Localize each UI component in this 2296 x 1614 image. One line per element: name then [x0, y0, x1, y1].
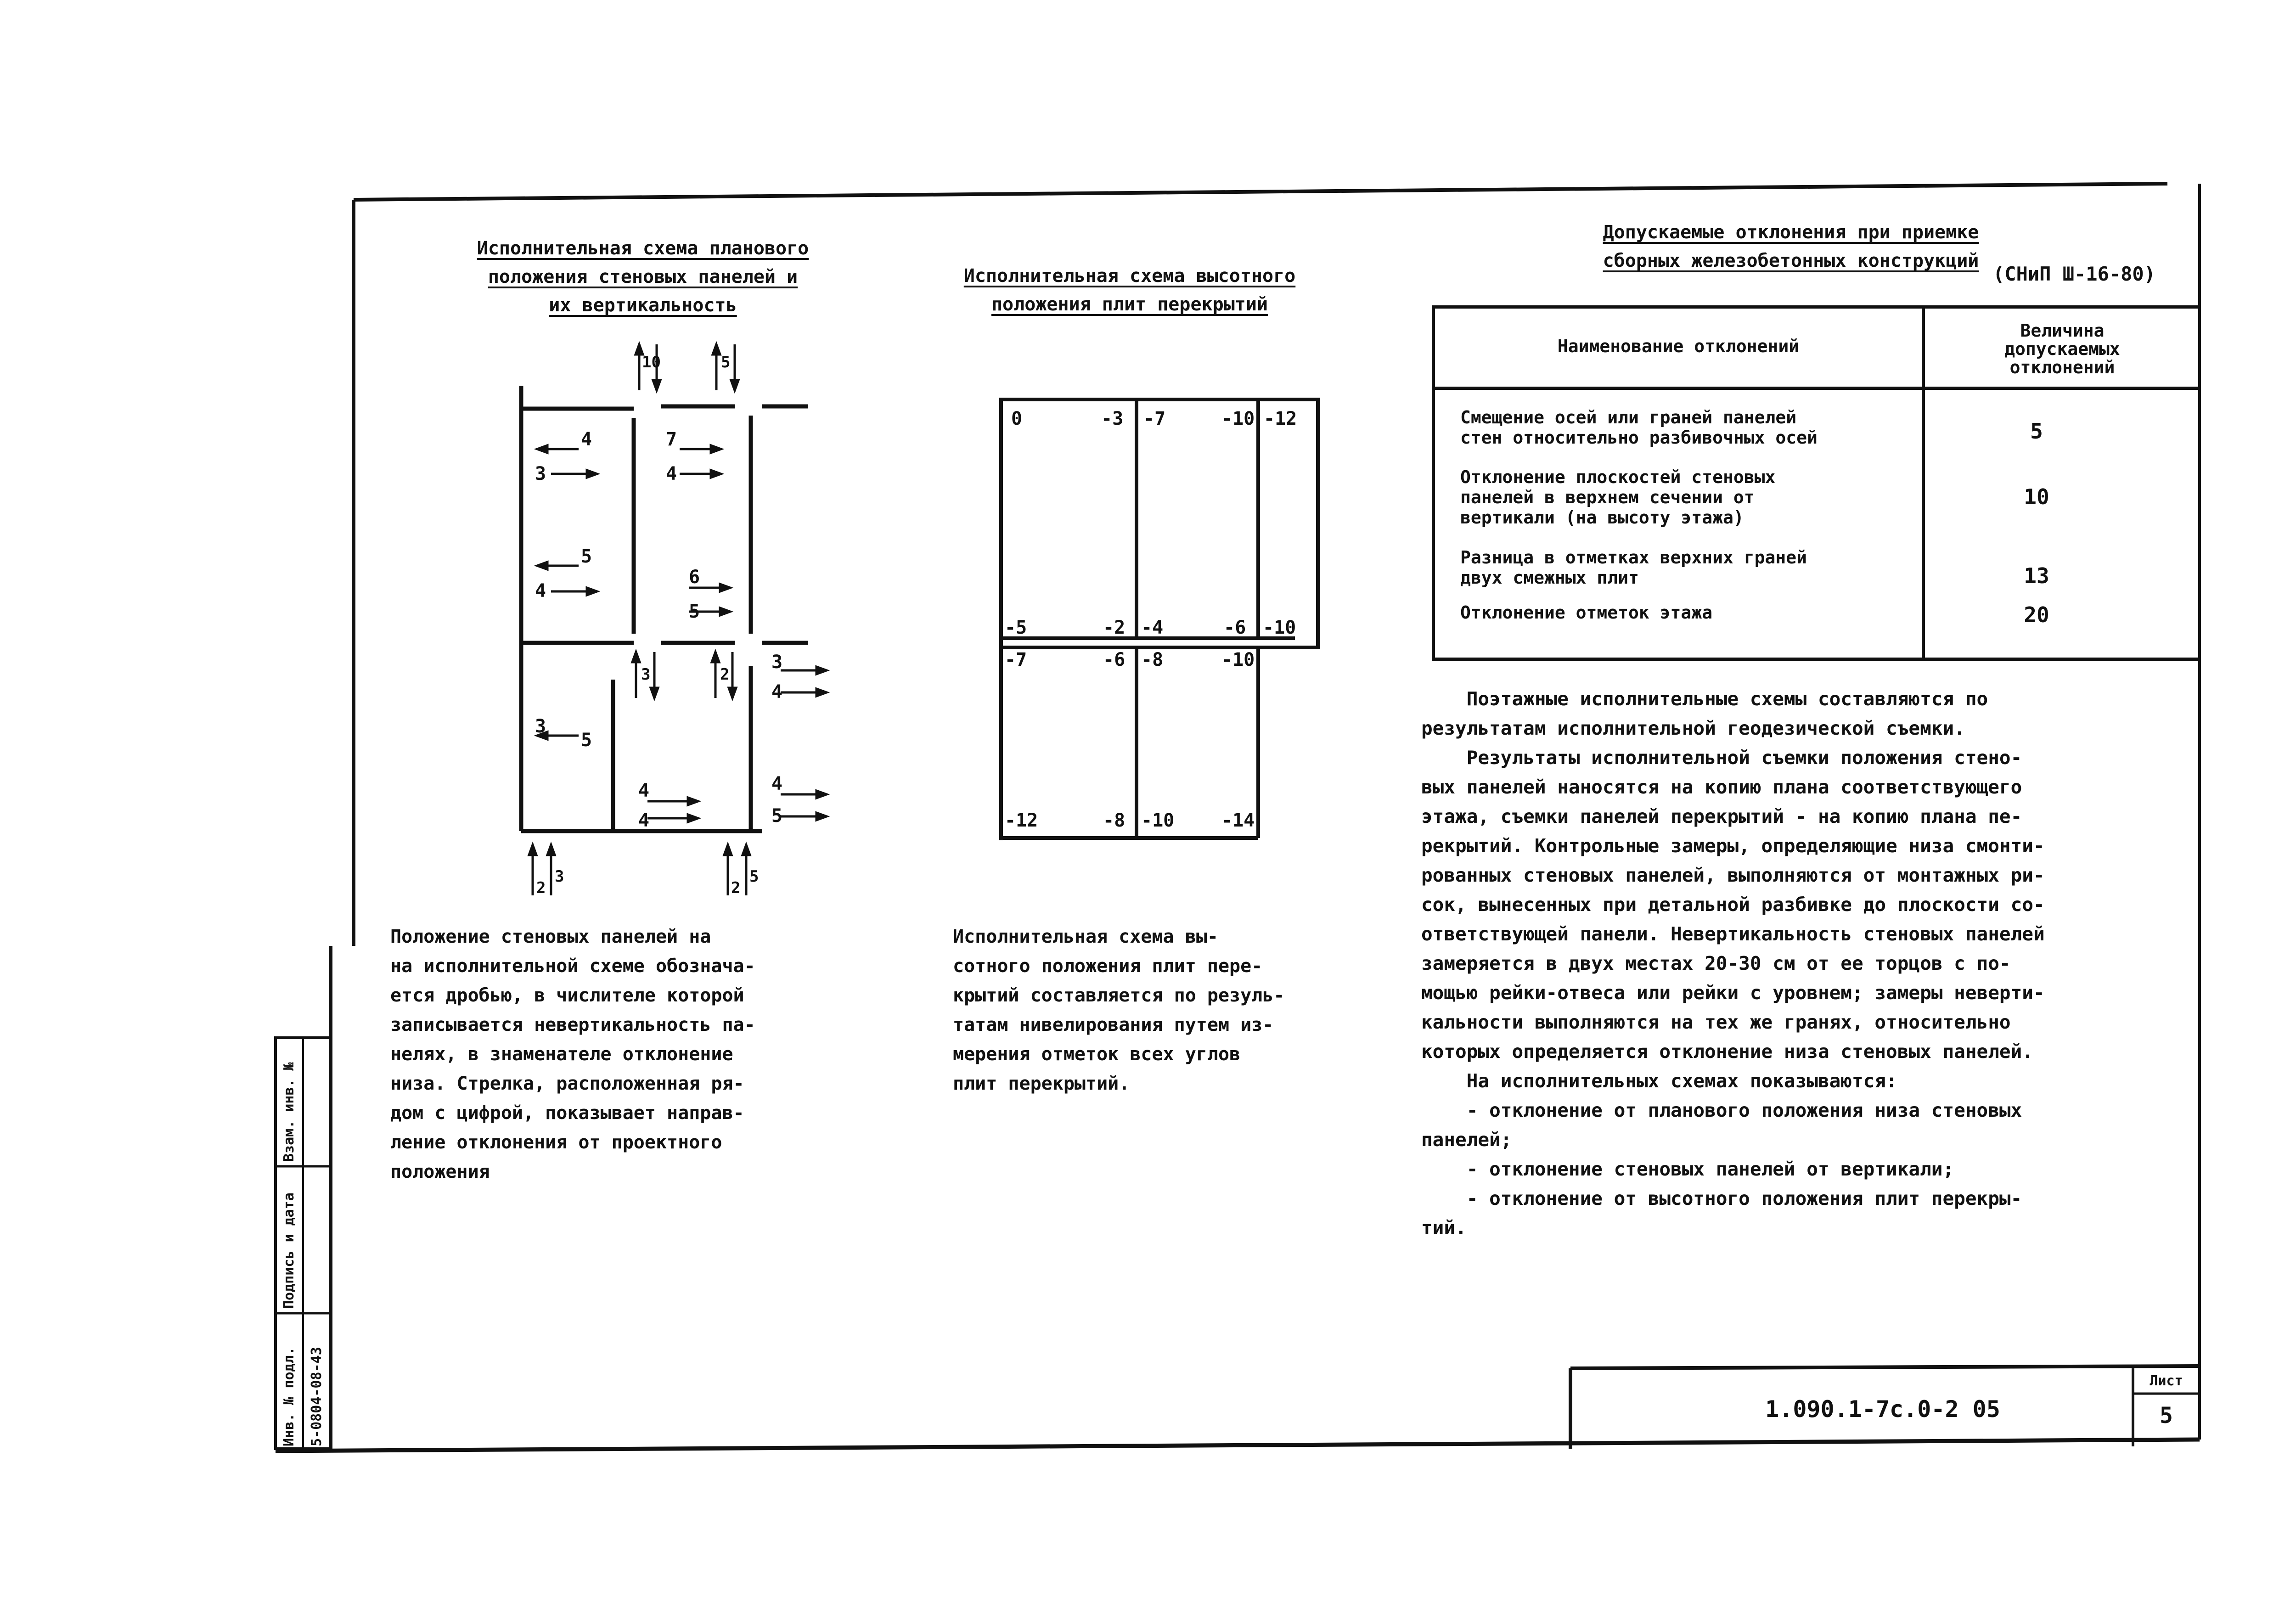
body-text: Поэтажные исполнительные схемы составляются по результатам исполнительной геодезической съемки. Результаты исполнительной съемки положения стено- вых панелей наносятся на копию плана соответствующего этажа, съемки панелей перекрытий - на копию плана пе- рекрытий. Контрольные замеры, определяющие низа смонти- рованных стеновых панелей, выполняются от монтажных ри- сок, вынесенных при детальной разбивке до плоскости со- ответствующей панели. Невертикальность стеновых панелей замеряется в двух местах 20-30 см от ее торцов с по- мощью рейки-отвеса или рейки с уровнем; замеры неверти- кальности выполняются на тех же гранях, относительно которых определяется отклонение низа стеновых панелей. На исполнительных схемах показываются: - отклонение от планового положения низа стеновых панелей; - отклонение стеновых панелей от вертикали; - отклонение от высотного положения плит перекры- тий. — [1421, 688, 2045, 1239]
table-row-value: 20 — [2024, 602, 2049, 627]
plan-label: 2 — [536, 879, 546, 897]
plan-label: 6 — [689, 567, 700, 588]
plan-label: 3 — [641, 665, 651, 684]
height-label: -6 — [1224, 617, 1246, 638]
plan-label: 5 — [721, 353, 731, 371]
plan-label: 3 — [535, 716, 546, 737]
height-label: -2 — [1103, 617, 1125, 638]
plan-label: 4 — [771, 773, 783, 794]
height-label: -5 — [1005, 617, 1027, 638]
plan-scheme-caption: Положение стеновых панелей на на исполнительной схеме обознача- ется дробью, в числителе которой записывается невертикальность па- нелях, в знаменателе отклонение низа. Стрелка, расположенная ря- дом с цифрой, показывает направ- ление отклонения от проектного положения — [390, 926, 755, 1182]
tolerances-reference: (СНиП Ш-16-80) — [1993, 263, 2156, 285]
height-label: -7 — [1143, 408, 1166, 429]
table-row-name: Смещение осей или граней панелей стен относительно разбивочных осей — [1460, 407, 1818, 448]
plan-label: 5 — [581, 546, 592, 567]
height-label: 0 — [1011, 408, 1023, 429]
tolerances-title — [1538, 218, 2043, 275]
plan-title-line-1: Исполнительная схема планового — [477, 238, 809, 259]
plan-scheme-drawing — [496, 331, 845, 918]
plan-label: 3 — [771, 652, 783, 673]
plan-label: 7 — [666, 429, 677, 450]
sheet-label: Лист — [2150, 1373, 2183, 1389]
stamp-inv-no: Инв. № подл. — [281, 1347, 297, 1446]
tolerances-table — [1432, 305, 2200, 661]
plan-label: 2 — [731, 879, 741, 897]
tolerances-title-line-1: Допускаемые отклонения при приемке — [1603, 222, 1979, 243]
table-header-value: Величина допускаемых отклонений — [2004, 321, 2120, 377]
plan-label: 4 — [638, 810, 650, 831]
table-row-name: Отклонение отметок этажа — [1460, 602, 1713, 623]
plan-label: 10 — [642, 353, 661, 371]
height-label: -4 — [1141, 617, 1164, 638]
height-label: -10 — [1221, 649, 1255, 670]
plan-label: 3 — [535, 463, 546, 484]
stamp-vzam-inv: Взам. инв. № — [281, 1062, 297, 1162]
height-label: -8 — [1141, 649, 1164, 670]
height-label: -7 — [1005, 649, 1027, 670]
document-code: 1.090.1-7с.0-2 05 — [1765, 1396, 2000, 1423]
height-label: -6 — [1103, 649, 1125, 670]
plan-label: 4 — [638, 780, 650, 801]
sheet-number: 5 — [2160, 1403, 2173, 1428]
tolerances-title-line-2: сборных железобетонных конструкций — [1603, 250, 1979, 271]
height-label: -12 — [1005, 810, 1038, 831]
table-row-value: 13 — [2024, 563, 2049, 588]
height-label: -10 — [1263, 617, 1296, 638]
height-title-line-2: положения плит перекрытий — [991, 294, 1268, 315]
height-label: -10 — [1141, 810, 1175, 831]
height-scheme-caption: Исполнительная схема вы- сотного положения плит пере- крытий составляется по резуль- татам нивелирования путем из- мерения отметок всех углов плит перекрытий. — [953, 926, 1285, 1094]
height-label: -10 — [1221, 408, 1255, 429]
plan-label: 4 — [666, 463, 677, 484]
plan-label: 5 — [749, 867, 759, 886]
plan-label: 4 — [771, 681, 783, 703]
height-scheme-drawing — [983, 390, 1332, 849]
table-row-name: Отклонение плоскостей стеновых панелей в верхнем сечении от вертикали (на высоту этажа) — [1460, 467, 1776, 528]
table-row-value: 5 — [2030, 419, 2043, 444]
table-row-name: Разница в отметках верхних граней двух смежных плит — [1460, 547, 1807, 588]
stamp-sign-date: Подпись и дата — [281, 1192, 297, 1309]
height-label: -14 — [1221, 810, 1255, 831]
table-row-value: 10 — [2024, 484, 2049, 509]
plan-title-line-2: положения стеновых панелей и — [488, 266, 798, 287]
height-label: -8 — [1103, 810, 1125, 831]
plan-label: 5 — [689, 601, 700, 622]
height-label: -12 — [1264, 408, 1297, 429]
table-header-name: Наименование отклонений — [1557, 336, 1800, 356]
height-scheme-title — [932, 262, 1327, 319]
plan-label: 5 — [771, 805, 783, 827]
plan-title-line-3: их вертикальность — [549, 295, 737, 316]
plan-label: 2 — [720, 665, 730, 684]
plan-label: 5 — [581, 730, 592, 751]
plan-label: 4 — [535, 580, 546, 602]
height-title-line-1: Исполнительная схема высотного — [963, 265, 1296, 287]
plan-label: 3 — [555, 867, 564, 886]
plan-scheme-title — [436, 234, 850, 320]
stamp-number: 5-0804-08-43 — [309, 1347, 325, 1446]
height-label: -3 — [1101, 408, 1124, 429]
plan-label: 4 — [581, 429, 592, 450]
